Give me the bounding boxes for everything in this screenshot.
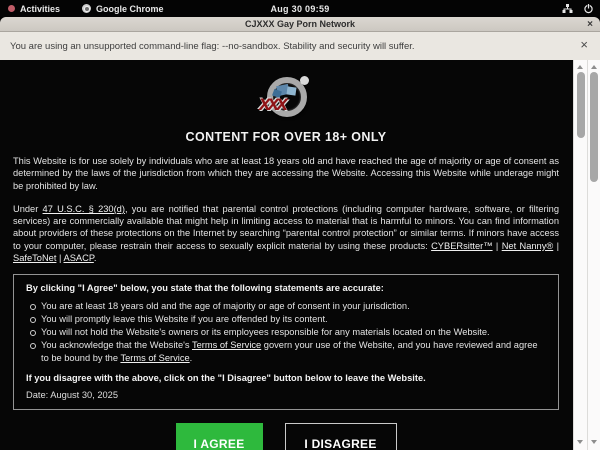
power-icon[interactable] xyxy=(583,3,594,14)
age-gate-page xyxy=(0,60,573,450)
scrollbar-area xyxy=(573,60,600,450)
logo-shape xyxy=(286,86,296,95)
sentence-period: . xyxy=(93,253,97,264)
infobar-message: You are using an unsupported command-line flag: --no-sandbox. Stability and security will suffer. xyxy=(10,40,415,52)
consent-buttons xyxy=(13,423,559,450)
asacp-link[interactable]: ASACP xyxy=(63,253,94,264)
terms-of-service-link[interactable]: Terms of Service xyxy=(191,340,262,351)
window-close-icon[interactable]: × xyxy=(587,19,593,30)
legal-prefix: Under xyxy=(13,203,43,214)
network-icon[interactable] xyxy=(562,3,573,14)
browser-viewport xyxy=(0,60,600,450)
page-title: CONTENT FOR OVER 18+ ONLY xyxy=(185,130,387,144)
outer-scrollbar[interactable] xyxy=(587,60,600,450)
product-separator: | xyxy=(492,240,502,251)
gnome-top-bar xyxy=(0,0,600,17)
list-item xyxy=(41,339,546,365)
scroll-up-icon[interactable] xyxy=(588,62,600,72)
notification-dot-icon xyxy=(8,5,15,12)
bullet4-text: You acknowledge that the Website's xyxy=(41,340,192,351)
netnanny-link[interactable]: Net Nanny® xyxy=(501,240,554,251)
window-title: CJXXX Gay Porn Network xyxy=(244,19,356,29)
outer-scrollbar-thumb[interactable] xyxy=(590,72,598,182)
inner-scrollbar[interactable] xyxy=(573,60,587,450)
activities-button[interactable] xyxy=(8,4,60,14)
product-separator: | xyxy=(56,253,64,264)
safetonet-link[interactable]: SafeToNet xyxy=(13,253,57,264)
site-logo xyxy=(13,76,559,122)
logo-dot xyxy=(300,76,309,85)
scroll-up-icon[interactable] xyxy=(574,62,587,72)
legal-paragraph xyxy=(13,203,559,264)
intro-paragraph: This Website is for use solely by individuals who are at least 18 years old and have reached the age of majority or age of consent as determined by the laws of the jurisdiction from which they are accessing the Website. Accessing this Website while underage might be prohibited by law. xyxy=(13,156,559,191)
product-separator: | xyxy=(553,240,559,251)
clock[interactable]: Aug 30 09:59 xyxy=(270,3,330,14)
scroll-down-icon[interactable] xyxy=(588,437,600,447)
inner-scrollbar-thumb[interactable] xyxy=(577,72,585,138)
chrome-icon xyxy=(82,4,91,13)
logo-xxx-text: xxx xyxy=(259,92,286,115)
app-menu-button[interactable] xyxy=(82,4,164,14)
agreement-list xyxy=(26,300,546,365)
window-titlebar[interactable] xyxy=(0,17,600,32)
list-item: You will promptly leave this Website if you are offended by its content. xyxy=(41,313,546,326)
bullet4-text: . xyxy=(189,353,193,364)
agree-button[interactable]: I AGREE xyxy=(176,423,263,450)
system-tray xyxy=(562,0,594,17)
cybersitter-link[interactable]: CYBERsitter™ xyxy=(431,240,493,251)
disagree-note: If you disagree with the above, click on the "I Disagree" button below to leave the Website. xyxy=(26,373,426,384)
list-item: You are at least 18 years old and the age of majority or age of consent in your jurisdiction. xyxy=(41,300,546,313)
scroll-down-icon[interactable] xyxy=(574,437,587,447)
agreement-intro: By clicking "I Agree" below, you state that the following statements are accurate: xyxy=(26,283,384,294)
activities-label: Activities xyxy=(20,3,61,14)
agreement-box xyxy=(13,274,559,410)
infobar-close-icon[interactable]: × xyxy=(580,37,588,52)
app-menu-label: Google Chrome xyxy=(96,3,164,14)
usc-230d-link[interactable]: 47 U.S.C. § 230(d) xyxy=(42,203,125,214)
legal-body: , you are notified that parental control protections (including computer hardware, software, or filtering services) are commercially available that might help in limiting access to material that is harmful to minors. You can find information about providers of these protections on the Internet by searching “parental control protection” or similar terms. If minors have access to your computer, please restrain their access to sexually explicit material by using these products: xyxy=(13,203,560,251)
disagree-button[interactable]: I DISAGREE xyxy=(285,423,397,450)
list-item: You will not hold the Website's owners or its employees responsible for any materials located on the Website. xyxy=(41,326,546,339)
sandbox-warning-infobar xyxy=(0,32,600,60)
cjxxx-logo-icon xyxy=(257,76,315,122)
date-line: Date: August 30, 2025 xyxy=(26,390,119,401)
bullet4-text: govern your use of the Website, and you have reviewed and agree to be bound by the xyxy=(41,340,538,364)
terms-of-service-link[interactable]: Terms of Service xyxy=(120,353,190,364)
